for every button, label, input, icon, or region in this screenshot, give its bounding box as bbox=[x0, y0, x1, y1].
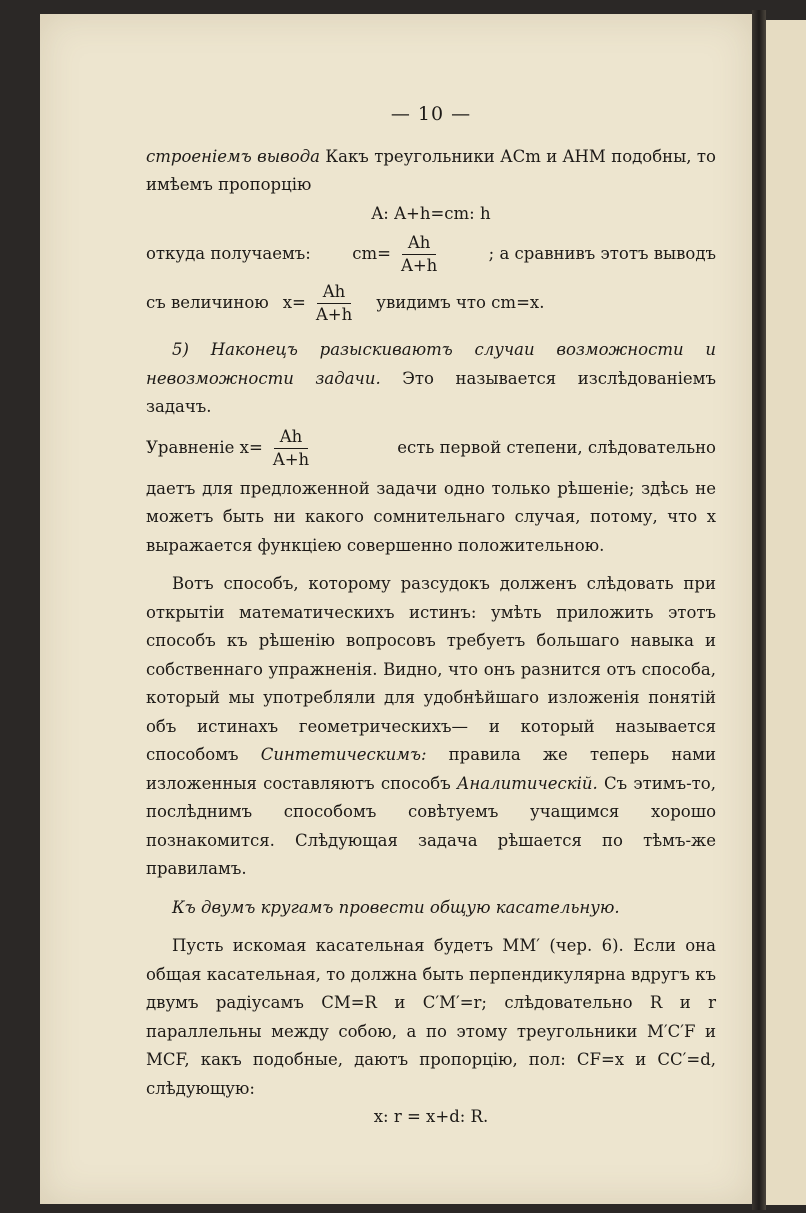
equation-line-first-degree bbox=[146, 426, 716, 471]
equation-final: x: r = x+d: R. bbox=[373, 1107, 489, 1126]
fraction-denominator: A+h bbox=[272, 449, 310, 469]
page-number: — 10 — bbox=[390, 103, 472, 125]
equation-lhs: x= bbox=[282, 293, 306, 313]
equation-line-x bbox=[146, 281, 716, 326]
paragraph-tangent: Пусть искомая касательная будетъ MM′ (чер. 6). Если она общая касательная, то должна быть перпендикулярна вдругъ къ двумъ радiусамъ CM=R и C′M′=r; слѣдовательно R и r параллельны между собою, а по этому треугольники M′C′F и MCF, какъ подобные, даютъ пропорцiю, пол: CF=x и CC′=d, слѣдующую: bbox=[146, 936, 716, 1098]
italic-lead: 5) Наконецъ разыскиваютъ случаи возможности и невозможности задачи. bbox=[146, 340, 716, 388]
fraction bbox=[267, 426, 315, 471]
fraction-denominator: A+h bbox=[400, 256, 438, 275]
paragraph-method bbox=[146, 570, 716, 884]
facing-page-edge bbox=[766, 20, 806, 1205]
equation-suffix: ; а сравнивъ этотъ выводъ bbox=[488, 244, 716, 264]
fraction bbox=[395, 232, 443, 277]
problem-heading: Къ двумъ кругамъ провести общую касательную. bbox=[172, 897, 620, 917]
paragraph-text: правила же теперь нами изложенныя составляютъ способъ bbox=[146, 745, 716, 793]
equation-prefix: съ величиною bbox=[146, 293, 269, 313]
fraction bbox=[310, 281, 358, 326]
paragraph-single-solution: даетъ для предложенной задачи одно только рѣшенiе; здѣсь не можетъ быть ни какого сомнительнаго случая, потому, что x выражается функцiею совершенно положительною. bbox=[146, 478, 716, 555]
fraction-numerator: Ah bbox=[274, 426, 309, 449]
equation-prefix: Уравненiе bbox=[146, 437, 235, 457]
book-gutter bbox=[752, 10, 766, 1210]
equation-line-cm bbox=[146, 232, 716, 277]
paragraph-text: Съ этимъ-то, послѣднимъ способомъ совѣтуемъ учащимся хорошо познакомится. Слѣдующая задача рѣшается по тѣмъ-же правиламъ. bbox=[146, 773, 716, 878]
equation-lhs: x= bbox=[239, 437, 263, 457]
paragraph-text: Какъ треугольники АCm и AHM подобны, то имѣемъ пропорцiю bbox=[146, 146, 716, 194]
equation-suffix: увидимъ что cm=x. bbox=[376, 293, 545, 313]
fraction-denominator: A+h bbox=[315, 305, 353, 324]
fraction-numerator: Ah bbox=[317, 281, 352, 304]
paragraph-possibility bbox=[146, 336, 716, 422]
italic-term-analytic: Аналитическiй. bbox=[456, 773, 598, 793]
paragraph-text: Это называется изслѣдованiемъ задачъ. bbox=[146, 368, 716, 416]
equation-suffix: есть первой степени, слѣдовательно bbox=[397, 437, 716, 457]
equation-proportion: A: A+h=cm: h bbox=[371, 203, 491, 223]
italic-term-synthetic: Синтетическимъ: bbox=[260, 745, 427, 764]
italic-lead: строенiемъ вывода bbox=[146, 146, 320, 166]
paragraph-similar-triangles bbox=[146, 143, 716, 200]
equation-lhs: cm= bbox=[352, 244, 391, 263]
equation-prefix: откуда получаемъ: bbox=[146, 244, 311, 264]
page-content bbox=[146, 100, 716, 1132]
fraction-numerator: Ah bbox=[402, 232, 437, 255]
paragraph-text: Вотъ способъ, которому разсудокъ долженъ слѣдовать при открытiи математическихъ истинъ: умѣть приложить этотъ способъ къ рѣшенiю вопросовъ требуетъ большаго навыка и собственнаго упражненiя. Видно, что онъ разнится отъ способа, который мы употребляли для удобнѣйшаго изложенiя понятiй объ истинахъ геометрическихъ— и который называется способомъ bbox=[146, 574, 716, 764]
